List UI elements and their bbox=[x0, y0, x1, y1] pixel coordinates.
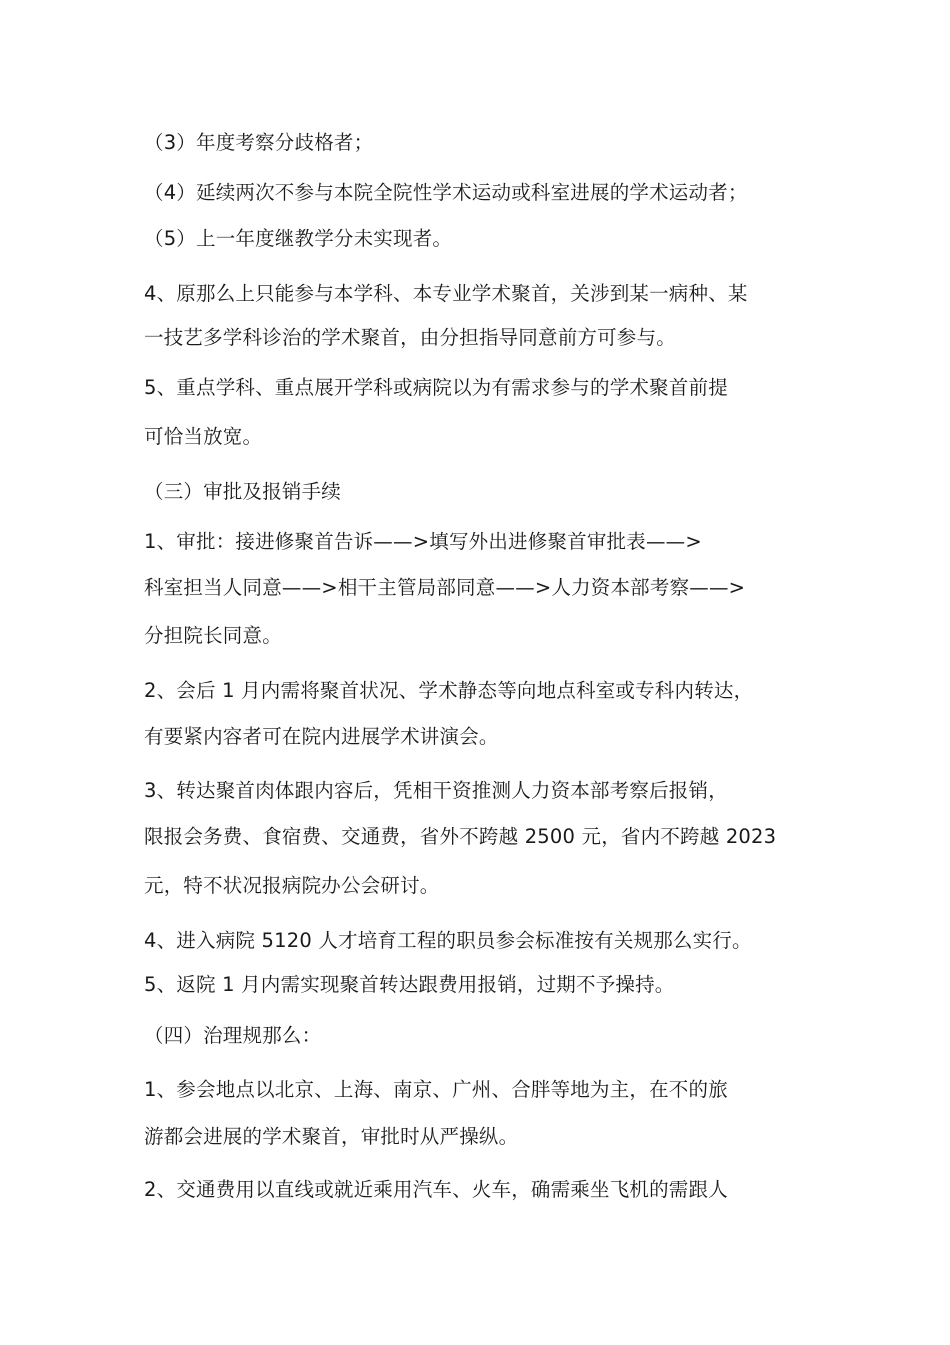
clause-3-4: （4）延续两次不参与本院全院性学术运动或科室进展的学术运动者； bbox=[144, 181, 748, 204]
reimburse-line-1: 3、转达聚首肉体跟内容后，凭相干资推测人力资本部考察后报销， bbox=[144, 779, 728, 802]
approval-line-2: 科室担当人同意——>相干主管局部同意——>人力资本部考察——> bbox=[144, 576, 746, 599]
clause-3-5: （5）上一年度继教学分未实现者。 bbox=[144, 227, 453, 250]
location-line-1: 1、参会地点以北京、上海、南京、广州、合胖等地为主，在不的旅 bbox=[144, 1078, 728, 1101]
item-4-line-2: 一技艺多学科诊治的学术聚首，由分担指导同意前方可参与。 bbox=[144, 326, 676, 349]
location-line-2: 游都会进展的学术聚首，审批时从严操纵。 bbox=[144, 1125, 519, 1148]
report-line-2: 有要紧内容者可在院内进展学术讲演会。 bbox=[144, 725, 499, 748]
reimburse-line-2: 限报会务费、食宿费、交通费，省外不跨越 2500 元，省内不跨越 2023 bbox=[144, 825, 777, 848]
talent-program-line: 4、进入病院 5120 人才培育工程的职员参会标准按有关规那么实行。 bbox=[144, 929, 752, 952]
item-5-line-2: 可恰当放宽。 bbox=[144, 425, 263, 448]
item-4-line-1: 4、原那么上只能参与本学科、本专业学术聚首，关涉到某一病种、某 bbox=[144, 282, 748, 305]
deadline-line: 5、返院 1 月内需实现聚首转达跟费用报销，过期不予操持。 bbox=[144, 973, 675, 996]
approval-line-3: 分担院长同意。 bbox=[144, 624, 282, 647]
section-heading-rules: （四）治理规那么： bbox=[144, 1024, 322, 1047]
reimburse-line-3: 元，特不状况报病院办公会研讨。 bbox=[144, 874, 440, 897]
transport-line-1: 2、交通费用以直线或就近乘用汽车、火车，确需乘坐飞机的需跟人 bbox=[144, 1178, 728, 1201]
clause-3-3: （3）年度考察分歧格者； bbox=[144, 131, 374, 154]
section-heading-approval: （三）审批及报销手续 bbox=[144, 480, 342, 503]
report-line-1: 2、会后 1 月内需将聚首状况、学术静态等向地点科室或专科内转达， bbox=[144, 679, 754, 702]
approval-line-1: 1、审批：接进修聚首告诉——>填写外出进修聚首审批表——> bbox=[144, 530, 702, 553]
item-5-line-1: 5、重点学科、重点展开学科或病院以为有需求参与的学术聚首前提 bbox=[144, 376, 728, 399]
